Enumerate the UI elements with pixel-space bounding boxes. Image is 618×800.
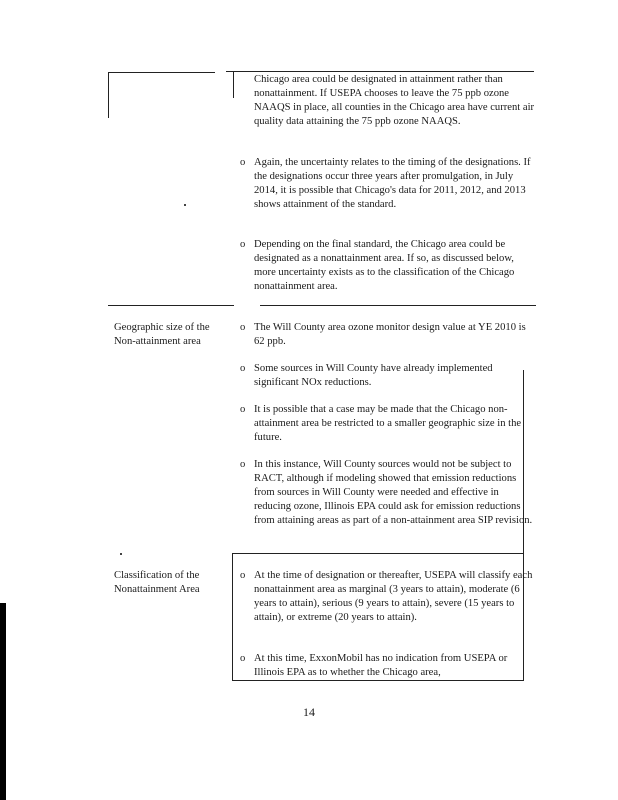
bullet-marker: o xyxy=(240,239,246,250)
table-bottom-rule xyxy=(232,680,524,681)
bullet-marker: o xyxy=(240,459,246,470)
bullet-marker: o xyxy=(240,404,246,415)
bullet-text: The Will County area ozone monitor design value at YE 2010 is 62 ppb. xyxy=(254,322,526,347)
bullet-text: Again, the uncertainty relates to the timing of the designations. If the designations occur three years after promulgation, in July 2014, it is possible that Chicago's data for 2011, 2012, and 2013 shows attainment of the standard. xyxy=(254,157,531,210)
bullet-text: Chicago area could be designated in attainment rather than nonattainment. If USEPA chooses to leave the 75 ppb ozone NAAQS in place, all counties in the Chicago area have current air quality data attaining the 75 ppb ozone NAAQS. xyxy=(254,74,535,127)
table-column-divider-top xyxy=(233,72,234,98)
bullet-text: At this time, ExxonMobil has no indication from USEPA or Illinois EPA as to whether the Chicago area, xyxy=(254,653,508,678)
bullet-marker: o xyxy=(240,157,246,168)
bullet-text: Some sources in Will County have already implemented significant NOx reductions. xyxy=(254,363,493,388)
bullet-marker: o xyxy=(240,653,246,664)
bullet-marker: o xyxy=(240,363,246,374)
scan-speck xyxy=(184,204,186,206)
table-top-rule-left xyxy=(108,72,215,73)
table-column-divider-lower xyxy=(232,553,233,680)
bullet-text: Depending on the final standard, the Chicago area could be designated as a nonattainment area. If so, as discussed below, more uncertainty exists as to the classification of the Chicago nonattainment area. xyxy=(254,239,515,292)
scan-speck xyxy=(120,553,122,555)
bullet-text: In this instance, Will County sources would not be subject to RACT, although if modeling showed that emission reductions from sources in Will County were needed and effective in reducing ozone, Illinois EPA could ask for emission reductions from attaining areas as part of a non-attainment area SIP revision. xyxy=(254,459,533,526)
bullet-marker: o xyxy=(240,322,246,333)
scan-edge-bar xyxy=(0,603,6,800)
bullet-text: It is possible that a case may be made that the Chicago non-attainment area be restricted to a smaller geographic size in the future. xyxy=(254,404,522,443)
row-label-classification: Classification of the Nonattainment Area xyxy=(114,570,200,595)
table-left-border-top xyxy=(108,72,109,118)
bullet-text: At the time of designation or thereafter, USEPA will classify each nonattainment area as marginal (3 years to attain), moderate (6 years to attain), serious (9 years to attain), severe (15 years to attain), or extreme (20 years to attain). xyxy=(254,570,533,623)
page-number: 14 xyxy=(303,705,315,719)
row-divider-left xyxy=(108,305,234,306)
row-divider-lower-right xyxy=(232,553,524,554)
bullet-marker: o xyxy=(240,570,246,581)
row-divider-right xyxy=(260,305,536,306)
row-label-geographic-size: Geographic size of the Non-attainment area xyxy=(114,322,210,347)
table-top-rule-right xyxy=(226,71,534,72)
